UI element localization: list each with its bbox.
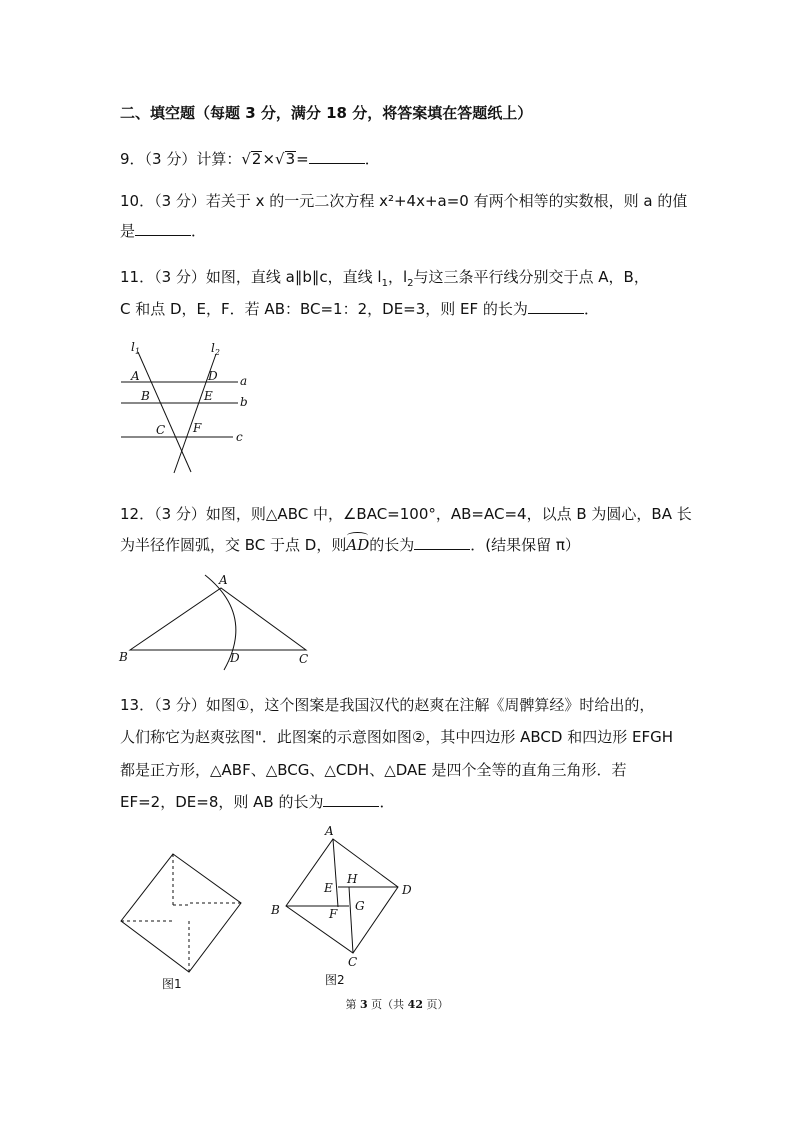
label-A: A — [325, 824, 334, 838]
question-13-line4: EF=2，DE=8，则 AB 的长为 ． — [120, 793, 395, 811]
arc-ad: AD — [346, 536, 370, 554]
equals-sign: = — [296, 150, 309, 168]
question-13-line2: 人们称它为赵爽弦图"．此图案的示意图如图②，其中四边形 ABCD 和四边形 EFGH — [120, 728, 673, 746]
question-12-line2: 为半径作圆弧，交 BC 于点 D，则AD的长为 ．(结果保留 π） — [120, 536, 580, 554]
label-B: B — [141, 389, 150, 403]
question-10-line1: 10．（3 分）若关于 x 的一元二次方程 x²+4x+a=0 有两个相等的实数根，则 a 的值 — [120, 192, 688, 210]
question-9: 9．（3 分）计算：√2×√3= ． — [120, 150, 380, 168]
label-F: F — [193, 421, 202, 435]
section-title: 二、填空题（每题 3 分，满分 18 分，将答案填在答题纸上） — [120, 104, 533, 122]
question-10-line2: 是 ． — [120, 222, 207, 240]
question-11-line2: C 和点 D，E，F．若 AB：BC=1：2，DE=3，则 EF 的长为 ． — [120, 300, 599, 318]
question-11-line1: 11．（3 分）如图，直线 a∥b∥c，直线 $l_1$，$l_2$与这三条平行线分别交于点 A，B， — [120, 268, 649, 289]
label-G: G — [355, 899, 365, 913]
label-F: F — [329, 907, 338, 921]
label-C: C — [156, 423, 166, 437]
figure-2-caption: 图2 — [325, 973, 345, 987]
label-D: D — [402, 883, 412, 897]
label-D: D — [208, 369, 218, 383]
question-13-line3: 都是正方形，△ABF、△BCG、△CDH、△DAE 是四个全等的直角三角形．若 — [120, 761, 627, 779]
label-B: B — [271, 903, 280, 917]
label-a: a — [240, 374, 248, 388]
question-13-line1: 13．（3 分）如图①，这个图案是我国汉代的赵爽在注解《周髀算经》时给出的， — [120, 696, 655, 714]
page-total: 42 — [407, 998, 423, 1011]
label-A: A — [219, 573, 228, 587]
label-l1: $l_1$ — [131, 340, 140, 356]
label-D: D — [230, 651, 240, 665]
figure-1-caption: 图1 — [162, 977, 182, 991]
label-B: B — [119, 650, 128, 664]
page-footer: 第 3 页（共 42 页） — [345, 998, 449, 1011]
label-E: E — [324, 881, 333, 895]
label-b: b — [240, 395, 248, 409]
question-12-line1: 12．（3 分）如图，则△ABC 中，∠BAC=100°，AB=AC=4，以点 B 为圆心，BA 长 — [120, 505, 692, 523]
label-C: C — [348, 955, 358, 969]
label-c: c — [236, 430, 243, 444]
label-l2: $l_2$ — [211, 341, 220, 357]
sqrt-3: √3 — [275, 150, 296, 168]
q9-number: 9 — [120, 150, 130, 168]
label-A: A — [131, 369, 140, 383]
label-H: H — [347, 872, 358, 886]
label-C: C — [299, 652, 309, 666]
sqrt-2: √2 — [241, 150, 262, 168]
times-sign: × — [262, 150, 276, 168]
page-number: 3 — [360, 998, 368, 1011]
q9-prefix: ．（3 分）计算： — [129, 150, 242, 168]
label-E: E — [204, 389, 213, 403]
